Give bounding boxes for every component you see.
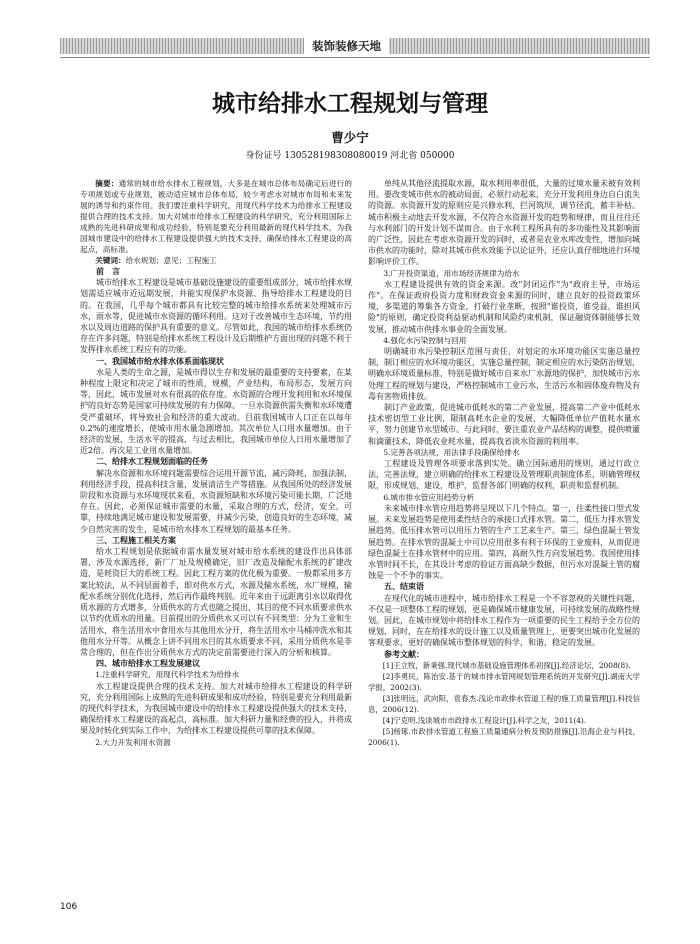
reference-item: [3]张明远，武向阳，袁春杰.浅论市政排水管道工程的施工质量管理[J].科技信息，2006(12). — [368, 693, 640, 714]
section3-text: 给水工程规划是依据城市需水量发展对城市给水系统的建设作出具体部署，涉及水源选择，新厂厂址及规模确定，旧厂改造及输配水系统的扩建改造，是耗资巨大的系统工程。因此工程方案的优化极为重要。一般都采用多方案比较法，从不同层面着手，即对供水方式，水源及输水系统，水厂规模，输配水系统分别优化选择，然后再作最终判别。近年来由于远距离引水以取得优质水源的方式增多，分质供水的方式也随之提出，其目的使不同水质要求供水以节约优质水的用量。目前提出的分质供水又可以有不同类型：分为工业和生活用水，将生活用水中食用水与其他用水分开，将生活用水中马桶冲洗水和其他用水分开等。从概念上讲不同用水目的其水质要求不同，采用分质供水是非常合理的，但在作出分质供水方式的决定前需要进行深入的分析和核算。 — [80, 547, 352, 657]
section2-text: 解决水资源和水环境问题需要综合运用开源节流，减污降耗，加强法制，利用经济手段，提高科技含量，发展清洁生产等措施。从我国所处的经济发展阶段和水资源与水环境现状来看，水资源短缺和水环境污染可能长期，广泛地存在。因此，必须保证城市需要的水量，采取合理的方式，经济，安全，可靠，持续地满足城市建设和发展需要，并减少污染，创造良好的生态环境，减少自然灾害的发生，是城市给水排水工程规划的最基本任务。 — [80, 468, 352, 534]
subsection3-heading: 3.广开投资渠道，用市场经济规律为给水 — [383, 268, 520, 278]
right-paragraph-2: 制订产业政策，促进城市低耗水的第二产业发展，提高第二产业中低耗水技术密切型工业比例，限制高耗水企业的发展，大幅降低单位产值耗水量水平，努力创建节水型城市。与此同时，要注重农业产品结构的调整，提供喷灌和滴灌技术，降低农业耗水量，提高我省淡水资源的利用率。 — [368, 403, 640, 446]
author: 曹少宁 — [331, 130, 369, 145]
references-heading: 参考文献： — [384, 649, 424, 659]
section1-heading: 一、我国城市给水排水体系面临现状 — [96, 356, 224, 366]
left-column — [80, 178, 352, 748]
subsection3-text: 水工程建设提供有效的资金来源。改"封闭运作"为"政府主导，市场运作"。在保证政府投资力度和财政资金来源的同时，建立良好的投资政策环境，多渠道的筹集各方资金，打破行业垄断，按照"谁投资，谁受益，谁担风险"的原则，确定投资利益驱动机制和风险约束机制，保证融资体制能够长效发展，推动城市供排水事业的全面发展。 — [368, 279, 640, 334]
section-label: 装饰装修天地 — [304, 36, 389, 56]
article-title: 城市给排水工程规划与管理 — [212, 91, 488, 117]
keywords-label: 关键词： — [95, 256, 126, 265]
conclusion-text: 在现代化的城市进程中，城市给排水工程是一个不容忽视的关键性问题，不仅是一项整体工程的规划，更是确保城市健康发展，可持续发展的战略性规划。因此，在城市规划中将给排水工程作为一项重要的民生工程给予全方位的规划，同时，在在给排水的设计施工以及质量管理上，更要突出城市化发展的客观要求，更好的确保城市整体规划的科学，和谐，稳定的发展。 — [368, 593, 640, 648]
subsection1-text: 水工程建设提供合理的技术支持。加大对城市给排水工程建设的科学研究，充分利用国际上成熟的先进科研成果和成功经验，特别是要充分利用最新的现代科学技术，为我国城市建设中的给排水工程建设提供强大的技术支持，确保给排水工程建设的高起点，高标准。加大科研力量和经费的投入，并将成果及时转化到实际工作中，为给排水工程建设提供可靠的技术保障。 — [80, 681, 352, 736]
reference-item: [5]杨琢.市政排水管道工程施工质量通病分析及预防措施[J].沿海企业与科技，2006(1). — [368, 726, 640, 747]
subsection4-heading: 4.强化水污染控制与回用 — [383, 335, 467, 345]
reference-item: [4]宁克明.浅谈城市市政排水工程设计[J].科学之友，2011(4). — [382, 715, 587, 725]
abstract-text: 通常的城市给水排水工程规划，大多是在城市总体布局确定后进行的专项规划或专业规划，被动适应城市总体布局，较少考虑水对城市布局和未来发展的诱导和约束作用。我们要注重科学研究，用现代科学技术为给排水工程建设提供合理的技术支持。加大对城市给排水工程建设的科学研究，充分利用国际上成熟的先进科研成果和成功经验，特别是要充分利用最新的现代科学技术，为我国城市建设中的给排水工程建设提供强大的技术支持，确保给排水工程建设的高起点，高标准。 — [80, 179, 353, 254]
section2-heading: 二、给排水工程规划面临的任务 — [96, 457, 208, 467]
subsection5-heading: 5.完善各项法规，用法律手段确保给排水 — [383, 447, 520, 457]
right-column — [368, 178, 640, 748]
subsection2-heading: 2.大力开发利用水资源 — [95, 737, 171, 747]
preface-heading: 前 言 — [96, 267, 120, 276]
keywords: 给水规划；意见；工程施工 — [125, 256, 217, 265]
reference-item: [2]李勇民，陈治安.基于的城市排水管网规划管理系统的开发研究[J].湖南大学学报，2002(3). — [368, 671, 640, 692]
section4-heading: 四、城市给排水工程发展建议 — [96, 659, 200, 669]
section3-heading: 三、工程施工相关方案 — [96, 535, 176, 545]
subsection6-heading: 6.城市排水管应用趋势分析 — [383, 492, 474, 502]
subsection1-heading: 1.注重科学研究，用现代科学技术为给排水 — [95, 670, 240, 680]
conclusion-heading: 五、结束语 — [384, 582, 424, 592]
reference-item: [1]王立牧，新秉强.现代城市基础设施管理体系初探[J].经济论坛，2008(8). — [382, 660, 631, 670]
abstract — [80, 178, 352, 266]
section1-text: 水是人类的生命之源，是城市得以生存和发展的最重要的支持要素，在某种程度上限定和决定了城市的性质，规模，产业结构，布局形态，发展方向等，因此，城市发展对水有很高的依存度。水资源的合理开发利用和水环境保护的良好态势是国家可持续发展的有力保障。一旦水资源供需失衡和水环境遭受严重破坏，将导致社会和经济的重大波动。目前我国城市人口正在以每年0.2%的速度增长，使城市用水量急剧增加。其次单位人口用水量增加。由于经济的发展，生活水平的提高，与过去相比，我国城市单位人日用水量增加了近2倍。再次是工业用水量增加。 — [80, 367, 352, 456]
preface-text: 城市给排水工程建设是城市基础设施建设的重要组成部分，城市给排水规划需适应城市近远期发展，并能实现保护水资源、指导给排水工程建设的目的。在我国，几乎每个城市都具有比较完整的城市给排水系统来处理城市污水，雨水等，促进城市水资源的循环利用。这对于改善城市生态环境，节约用水以及周边道路的保护具有重要的意义。尽管如此，我国的城市给排水系统仍存在许多问题，特别是给排水系统工程设计及后期维护方面出现的问题不利于发挥排水系统工程应有的功能。 — [80, 278, 352, 355]
right-paragraph-1: 单纯从其他径流提取水源，取水利用率很低，大量的过境水量未被有效利用。要改变城市供水的被动局面，必须行动起来，充分开发利用身边自白流失的资源。水资源开发的原则应是兴修水利，拦河筑坝，调节径流，蓄丰补枯。城市积极主动地去开发水源，不仅符合水资源开发的趋势和规律，而且往往还与水利部门的开发计划不谋而合。由于水利工程所具有的多功能性及其影响面的广泛性，因此在考虑水资源开发的同时，或者是农业水库改变性，增加向城市供水的功能时，除对其城市供水效能予以论证外，还应认真仔细地进行环境影响评价工作。 — [368, 179, 640, 267]
subsection4-text: 明确城市水污染控制区范围与责任，对划定的水环境功能区实施总量控制，制订相应的水环境功能区，实施总量控制，制定相应的水污染防治规划，明确水环境质量标准，特别是做好城市自来水厂水源地的保护，加快城市污水处理工程的规划与建设，严格控制城市工业污水，生活污水和固体废弃物及有毒有害物质排放。 — [368, 347, 640, 401]
affiliation: 身份证号 130528198308080019 河北省 050000 — [245, 151, 455, 161]
abstract-label: 摘要： — [95, 179, 119, 188]
subsection6-text: 未来城市排水管应用趋势将呈现以下几个特点。第一，往柔性接口型式发展。未来发展趋势是使用柔性结合的承接口式排水管。第二，低压力排水管发展趋势。低压排水管可以用压力管的生产工艺来生产。第三，绿色混凝土管发展趋势。在排水管的混凝土中可以应用很多有利于环保的工业废料，从而促进绿色混凝土在排水管材中的应用。第四，高耐久性方向发展趋势。我国使用排水管时间不长，在其设计考虑的验证方面高缺少数据，但污水对混凝土管的腐蚀是一个不争的事实。 — [368, 503, 640, 581]
subsection5-text: 工程建设及管理各项要求落到实处。确立国际通用的规则，通过行政立法，完善法规，建立明确的给排水工程建设及管理职责制度体系，明确管理权限，形成规划，建设，维护，监督各部门明确的权利，职责和监督机制。 — [368, 459, 640, 491]
page-number: 106 — [60, 902, 78, 912]
header-rule — [60, 57, 650, 58]
